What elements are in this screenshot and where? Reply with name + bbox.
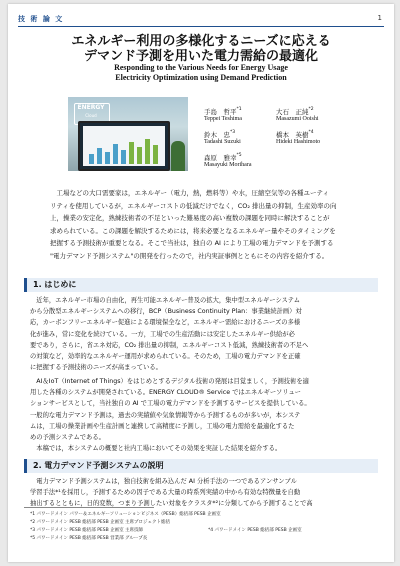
author-2: 大石 正純$^{*2}$ Masazumi Ooishi (276, 107, 319, 122)
footnote-1: *1 パワードメイン パワー＆エネルギーソリューションビジネス（PESB）総括部 PESB 企画室 (30, 512, 221, 517)
footnote-2: *2 パワードメイン PESB 総括部 PESB 企画室 主席プロジェクト総括 (30, 520, 170, 525)
monitor-illustration (78, 121, 170, 171)
page-number: 1 (377, 14, 382, 22)
dashboard-screen (83, 126, 165, 166)
author-3: 鈴木 忠$^{*3}$ Tadashi Suzuki (204, 130, 241, 145)
energy-cloud-logo-sub: Cloud (85, 113, 97, 118)
footnote-4: *4 パワードメイン PESB 総括部 PESB 企画室 (208, 528, 302, 533)
footnote-rule (24, 507, 154, 508)
english-title-line-1: Responding to the Various Needs for Energy Usage (114, 63, 288, 72)
footnote-5: *5 パワードメイン PESB 総括部 PESB 営業部 グループ長 (30, 536, 148, 541)
title-line-2: デマンド予測を用いた電力需給の最適化 (83, 49, 318, 64)
author-5: 森原 雅幸$^{*5}$ Masayuki Morihara (204, 153, 252, 168)
energy-cloud-logo: ENERGY (77, 104, 105, 111)
document-page (8, 4, 394, 562)
author-1: 手島 哲平$^{*1}$ Teppei Teshima (204, 107, 242, 122)
section-2-heading: 2. 電力デマンド予測システムの説明 (24, 459, 378, 473)
author-4: 橋本 英樹$^{*4}$ Hideki Hashimoto (276, 130, 321, 145)
page-header (18, 14, 384, 26)
plant-illustration (171, 141, 185, 171)
abstract: 工場などの大口需要家は，エネルギー（電力，熱，燃料等）や水，圧縮空気等の各種ユーティ リティを使用しているが，エネルギーコストの低減だけでなく，CO₂ 排出量の抑制，生産効率の向 上，操業の安定化，熟練技術者の不足といった難易度の高い複数の課題を同時に解決することが 求められている。この課題を解決するためには，将来必要となるエネルギー量やそのタイミングを 把握する予測技術が重要となる。そこで当社は，独自の AI により工場の電力デマンドを予測する "電力デマンド予測システム"の開発を行ったので，社内実証事例とともにその内容を紹介する。 (50, 189, 337, 260)
english-title-line-2: Electricity Optimization using Demand Prediction (115, 73, 287, 82)
section-2-paragraph: 電力デマンド予測システムは，独自技術を組み込んだ AI 分析手法の一つであるアンサンブル 学習手法*¹を採用し，予測するための因子である大量の時系列実績の中から有効な特徴量を自動 抽出するとともに，日的変数，つまり予測したい対象をクラスタ*²に分類してから予測することで高 (30, 478, 313, 508)
section-1-paragraph-2: AI＆IoT（Internet of Things）をはじめとするデジタル技術の発展は目覚ましく，予測技術を適 用した各種のシステムが開発されている。ENERGY CLOUD® Service ではエネルギーソリュー ションサービスとして，当社独自の AI で工場の電力デマンドを予測するサービスを提供している。 一般的な電力デマンド予測は，過去の実績値や気象情報等から予測するものが多いが，本システ ムは，工場の操業計画や生産計画と連携して高精度に予測し，工場の電力需給を最適化するた めの予測システムである。 本稿では，本システムの概要と社内工場においてその効果を実証した結果を紹介する。 (30, 378, 311, 453)
section-1-heading: 1. はじめに (24, 278, 378, 292)
section-label: 技 術 論 文 (18, 15, 64, 23)
section-1-paragraph-1: 近年，エネルギー市場の自由化，再生可能エネルギー普及の拡大，集中型エネルギーシステム から分散型エネルギーシステムへの移行，BCP（Business Continuity Plan：事業継続計画）対 応，カーボンフリーエネルギー促進による環境保全など，エネルギー需給におけるニーズの多様 化が進み，常に変化を続けている。一方，工場での生産活動には安定したエネルギー供給が必 要であり，さらに，省エネ対応，CO₂ 排出量の抑制，エネルギーコスト低減，熟練技術者の不足へ の対策など，効率的なエネルギー運用が求められている。そのため，工場の電力デマンドを正確 に把握する予測技術のニーズが高まっている。 (30, 297, 309, 372)
footnote-3: *3 パワードメイン PESB 総括部 PESB 企画室 主席技師 (30, 528, 144, 533)
title-line-1: エネルギー利用の多様化するニーズに応える (71, 34, 331, 49)
hero-image (68, 97, 188, 171)
header-rule (18, 26, 384, 27)
